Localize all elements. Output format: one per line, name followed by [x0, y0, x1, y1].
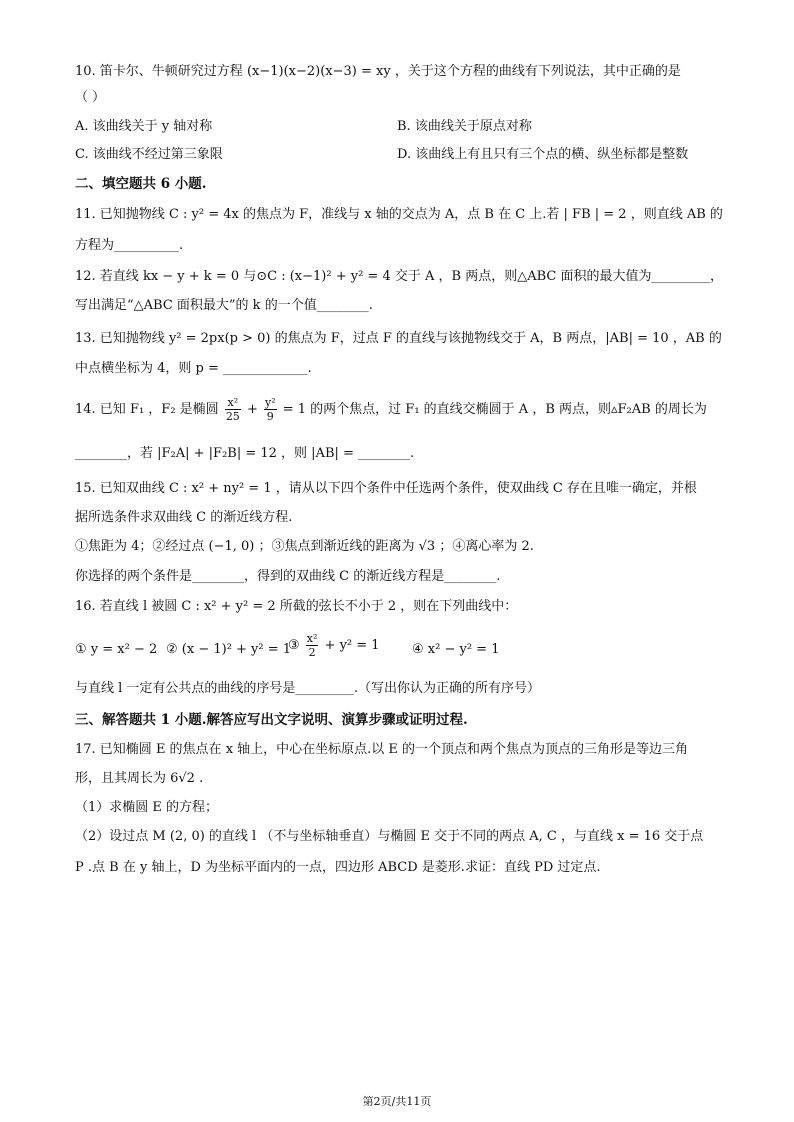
q15-line4: 你选择的两个条件是________，得到的双曲线 C 的渐近线方程是________.: [75, 569, 501, 584]
q16-curve-3-suffix: + y² = 1: [320, 638, 380, 653]
q14-fraction-x: [225, 396, 241, 423]
q16-curve-3-numerator: x²: [306, 632, 318, 645]
q14-fraction-y: [264, 396, 277, 423]
q14-line1: [75, 396, 707, 423]
q17-line1: 17. 已知椭圆 E 的焦点在 x 轴上，中心在坐标原点.以 E 的一个顶点和两个焦点为顶点的三角形是等边三角: [75, 742, 689, 757]
q14-prefix: 14. 已知 F₁ ，F₂ 是椭圆: [75, 402, 223, 417]
q14-fraction-x-numerator: x²: [225, 396, 241, 410]
q10-line1: 10. 笛卡尔、牛顿研究过方程 (x−1)(x−2)(x−3) = xy ，关于这个方程的曲线有下列说法，其中正确的是: [75, 64, 681, 79]
q10-option-a: A. 该曲线关于 y 轴对称: [75, 119, 213, 134]
section-heading-solutions: 三、解答题共 1 小题.解答应写出文字说明、演算步骤或证明过程.: [75, 712, 468, 728]
q16-curve-4: ④ x² − y² = 1: [412, 642, 500, 657]
q12-line2: 写出满足“△ABC 面积最大”的 k 的一个值________.: [75, 298, 373, 313]
q10-option-c: C. 该曲线不经过第三象限: [75, 147, 223, 162]
q14-suffix: = 1 的两个焦点，过 F₁ 的直线交椭圆于 A ，B 两点，则▵F₂AB 的周长为: [278, 402, 707, 417]
q16-curve-3-denominator: 2: [308, 646, 316, 659]
q13-line2: 中点横坐标为 4，则 p = _____________.: [75, 361, 312, 376]
q13-line1: 13. 已知抛物线 y² = 2px(p > 0) 的焦点为 F，过点 F 的直线与该抛物线交于 A，B 两点，|AB| = 10 ，AB 的: [75, 331, 722, 346]
q14-fraction-y-denominator: 9: [266, 410, 274, 423]
q17-line2: 形，且其周长为 6√2 .: [75, 771, 204, 786]
q16-line3: 与直线 l 一定有公共点的曲线的序号是_________.（写出你认为正确的所有序号）: [75, 681, 541, 696]
q17-part2-line1: （2）设过点 M (2, 0) 的直线 l （不与坐标轴垂直）与椭圆 E 交于不同的两点 A, C ，与直线 x = 16 交于点: [75, 829, 704, 844]
q16-curve-3-prefix: ③: [288, 638, 304, 653]
q15-line1: 15. 已知双曲线 C : x² + ny² = 1 ，请从以下四个条件中任选两个条件，使双曲线 C 存在且唯一确定，并根: [75, 481, 697, 496]
q11-line2: 方程为__________.: [75, 238, 184, 253]
q14-fraction-x-denominator: 25: [225, 410, 240, 423]
q16-line1: 16. 若直线 l 被圆 C : x² + y² = 2 所截的弦长不小于 2 ，则在下列曲线中：: [75, 599, 518, 614]
q10-line2: （ ）: [75, 90, 106, 105]
q14-plus: +: [242, 402, 262, 417]
q16-curve-2: ② (x − 1)² + y² = 1: [166, 642, 292, 657]
page-number: 第2页/共11页: [362, 1095, 432, 1108]
q17-part2-line2: P .点 B 在 y 轴上，D 为坐标平面内的一点，四边形 ABCD 是菱形.求证：直线 PD 过定点.: [75, 860, 601, 875]
q12-line1: 12. 若直线 kx − y + k = 0 与⊙C : (x−1)² + y² = 4 交于 A ，B 两点，则△ABC 面积的最大值为_________，: [75, 269, 723, 284]
q14-fraction-y-numerator: y²: [264, 396, 276, 409]
q15-conditions: ①焦距为 4；②经过点 (−1, 0) ；③焦点到渐近线的距离为 √3 ；④离心率为 2.: [75, 539, 534, 554]
q11-line1: 11. 已知抛物线 C : y² = 4x 的焦点为 F，准线与 x 轴的交点为 A，点 B 在 C 上.若 | FB | = 2 ，则直线 AB 的: [75, 207, 723, 222]
q15-line2: 据所选条件求双曲线 C 的渐近线方程.: [75, 510, 293, 525]
q16-curve-1: ① y = x² − 2: [75, 642, 158, 657]
q14-line2: ________，若 |F₂A| + |F₂B| = 12 ，则 |AB| = ________.: [75, 446, 415, 461]
q17-part1: （1）求椭圆 E 的方程；: [75, 800, 219, 815]
q16-curve-3: [288, 632, 380, 659]
q16-curve-3-fraction: [306, 632, 319, 659]
section-heading-fill-in: 二、填空题共 6 小题.: [75, 176, 207, 192]
q10-option-d: D. 该曲线上有且只有三个点的横、纵坐标都是整数: [397, 147, 689, 162]
q10-option-b: B. 该曲线关于原点对称: [397, 119, 532, 134]
